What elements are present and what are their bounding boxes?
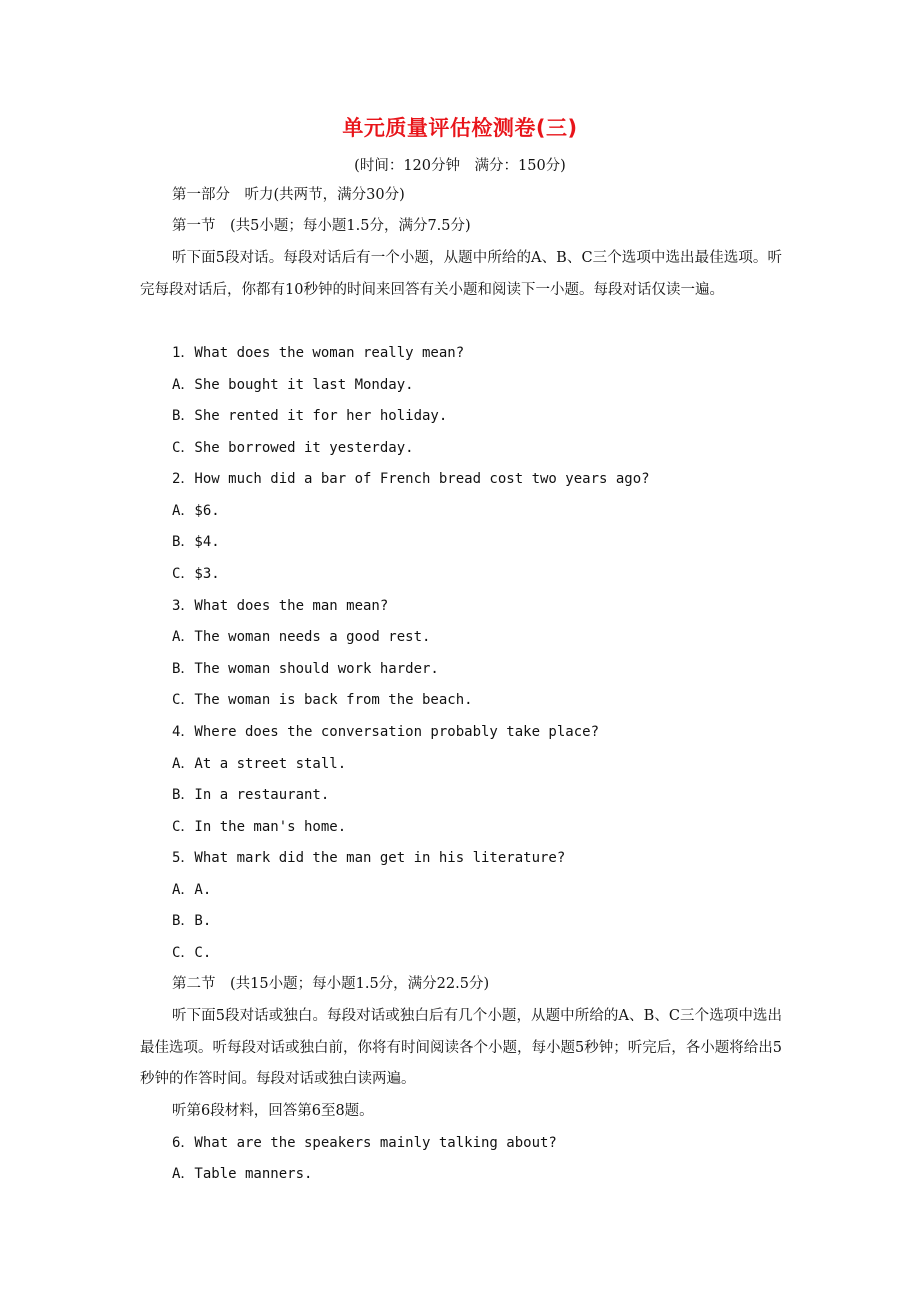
question-4-option-b: B．In a restaurant. [172,787,330,803]
section1-heading: 第一节 (共5小题；每小题1.5分，满分7.5分) [172,218,471,234]
question-5-option-a: A．A. [172,882,212,898]
question-1-option-c: C．She borrowed it yesterday. [172,440,414,456]
question-3-option-b: B．The woman should work harder. [172,661,439,677]
part1-heading: 第一部分 听力(共两节，满分30分) [172,187,405,203]
question-3-option-c: C．The woman is back from the beach. [172,692,473,708]
question-2-option-c: C．$3. [172,566,220,582]
section1-instructions: 听下面5段对话。每段对话后有一个小题，从题中所给的A、B、C三个选项中选出最佳选项。听完每段对话后，你都有10秒钟的时间来回答有关小题和阅读下一小题。每段对话仅读一遍。 [140,250,782,298]
question-1-option-a: A．She bought it last Monday. [172,377,414,393]
question-4-option-c: C．In the man's home. [172,819,347,835]
question-2-option-b: B．$4. [172,534,220,550]
question-2-option-a: A．$6. [172,503,220,519]
section2-heading: 第二节 (共15小题；每小题1.5分，满分22.5分) [172,976,490,992]
exam-time-and-score: (时间：120分钟 满分：150分) [354,158,566,174]
question-4-option-a: A．At a street stall. [172,756,347,772]
question-1-option-b: B．She rented it for her holiday. [172,408,448,424]
question-2: 2．How much did a bar of French bread cost two years ago? [172,471,650,487]
question-4: 4．Where does the conversation probably take place? [172,724,600,740]
question-6: 6．What are the speakers mainly talking about? [172,1135,557,1151]
section2-instructions: 听下面5段对话或独白。每段对话或独白后有几个小题，从题中所给的A、B、C三个选项中选出最佳选项。听每段对话或独白前，你将有时间阅读各个小题，每小题5秒钟；听完后，各小题将给出5秒钟的作答时间。每段对话或独白读两遍。 [140,1008,782,1087]
exam-title: 单元质量评估检测卷(三) [342,116,578,140]
question-5: 5．What mark did the man get in his literature? [172,850,566,866]
material-6-intro: 听第6段材料，回答第6至8题。 [172,1103,374,1119]
question-5-option-b: B．B. [172,913,212,929]
question-5-option-c: C．C. [172,945,212,961]
question-3: 3．What does the man mean? [172,598,389,614]
question-6-option-a: A．Table manners. [172,1166,313,1182]
question-1: 1．What does the woman really mean? [172,345,465,361]
question-3-option-a: A．The woman needs a good rest. [172,629,431,645]
